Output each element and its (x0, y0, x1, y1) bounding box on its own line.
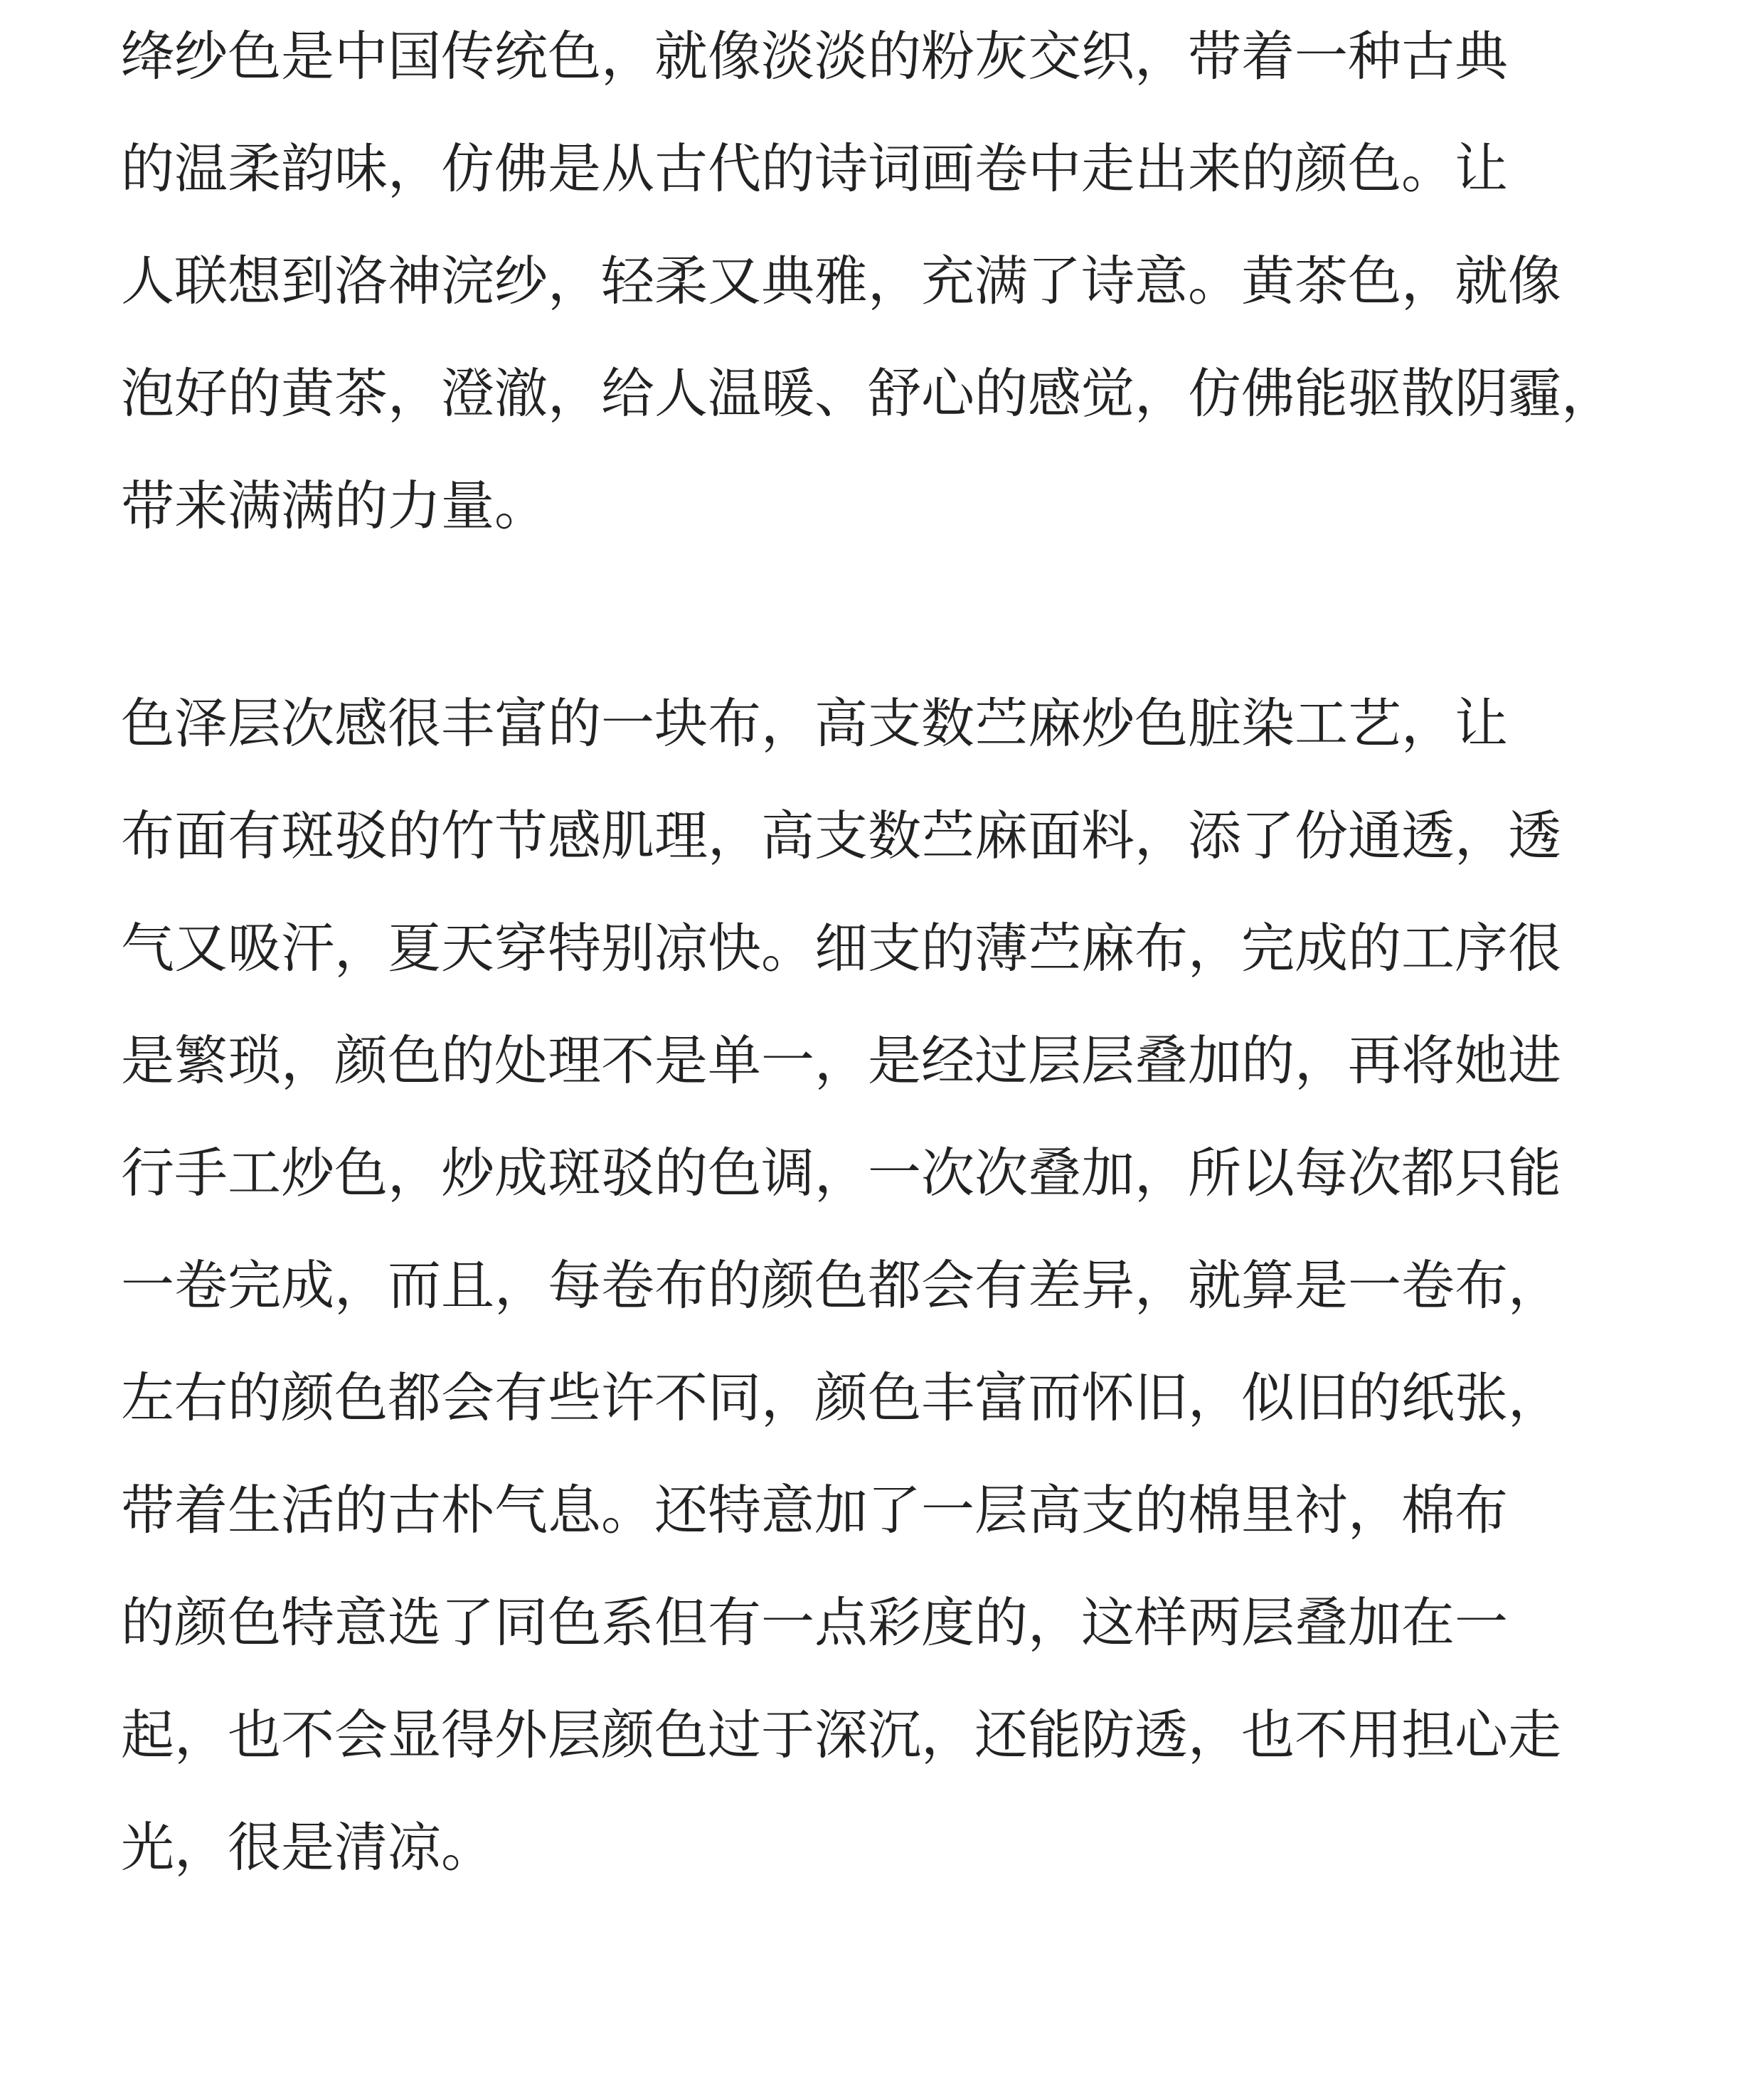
paragraph-fabric-description (121, 667, 1650, 1903)
text-line: 色泽层次感很丰富的一块布，高支数苎麻炒色脏染工艺，让 (121, 692, 1509, 755)
text-line: 绛纱色是中国传统色，就像淡淡的粉灰交织，带着一种古典 (121, 25, 1509, 87)
text-line: 起，也不会显得外层颜色过于深沉，还能防透，也不用担心走 (121, 1704, 1562, 1766)
text-line: 带着生活的古朴气息。还特意加了一层高支的棉里衬，棉布 (121, 1479, 1509, 1541)
text-line: 左右的颜色都会有些许不同，颜色丰富而怀旧，似旧的纸张， (121, 1366, 1562, 1429)
text-line: 布面有斑驳的竹节感肌理，高支数苎麻面料，添了份通透，透 (121, 804, 1562, 867)
text-line: 光，很是清凉。 (121, 1816, 495, 1879)
text-line: 的颜色特意选了同色系但有一点彩度的，这样两层叠加在一 (121, 1591, 1509, 1654)
text-line: 气又吸汗，夏天穿特别凉快。细支的薄苎麻布，完成的工序很 (121, 917, 1562, 979)
text-line: 人联想到洛神浣纱，轻柔又典雅，充满了诗意。黄茶色，就像 (121, 250, 1562, 312)
text-line: 是繁琐，颜色的处理不是单一，是经过层层叠加的，再将她进 (121, 1029, 1562, 1092)
text-line: 行手工炒色，炒成斑驳的色调，一次次叠加，所以每次都只能 (121, 1142, 1562, 1204)
text-line: 一卷完成，而且，每卷布的颜色都会有差异，就算是一卷布， (121, 1254, 1562, 1317)
paragraph-color-description (121, 0, 1650, 562)
text-line: 带来满满的力量。 (121, 474, 548, 537)
text-line: 泡好的黄茶，澄澈，给人温暖、舒心的感觉，仿佛能驱散阴霾， (121, 362, 1615, 425)
text-line: 的温柔韵味，仿佛是从古代的诗词画卷中走出来的颜色。让 (121, 137, 1509, 200)
